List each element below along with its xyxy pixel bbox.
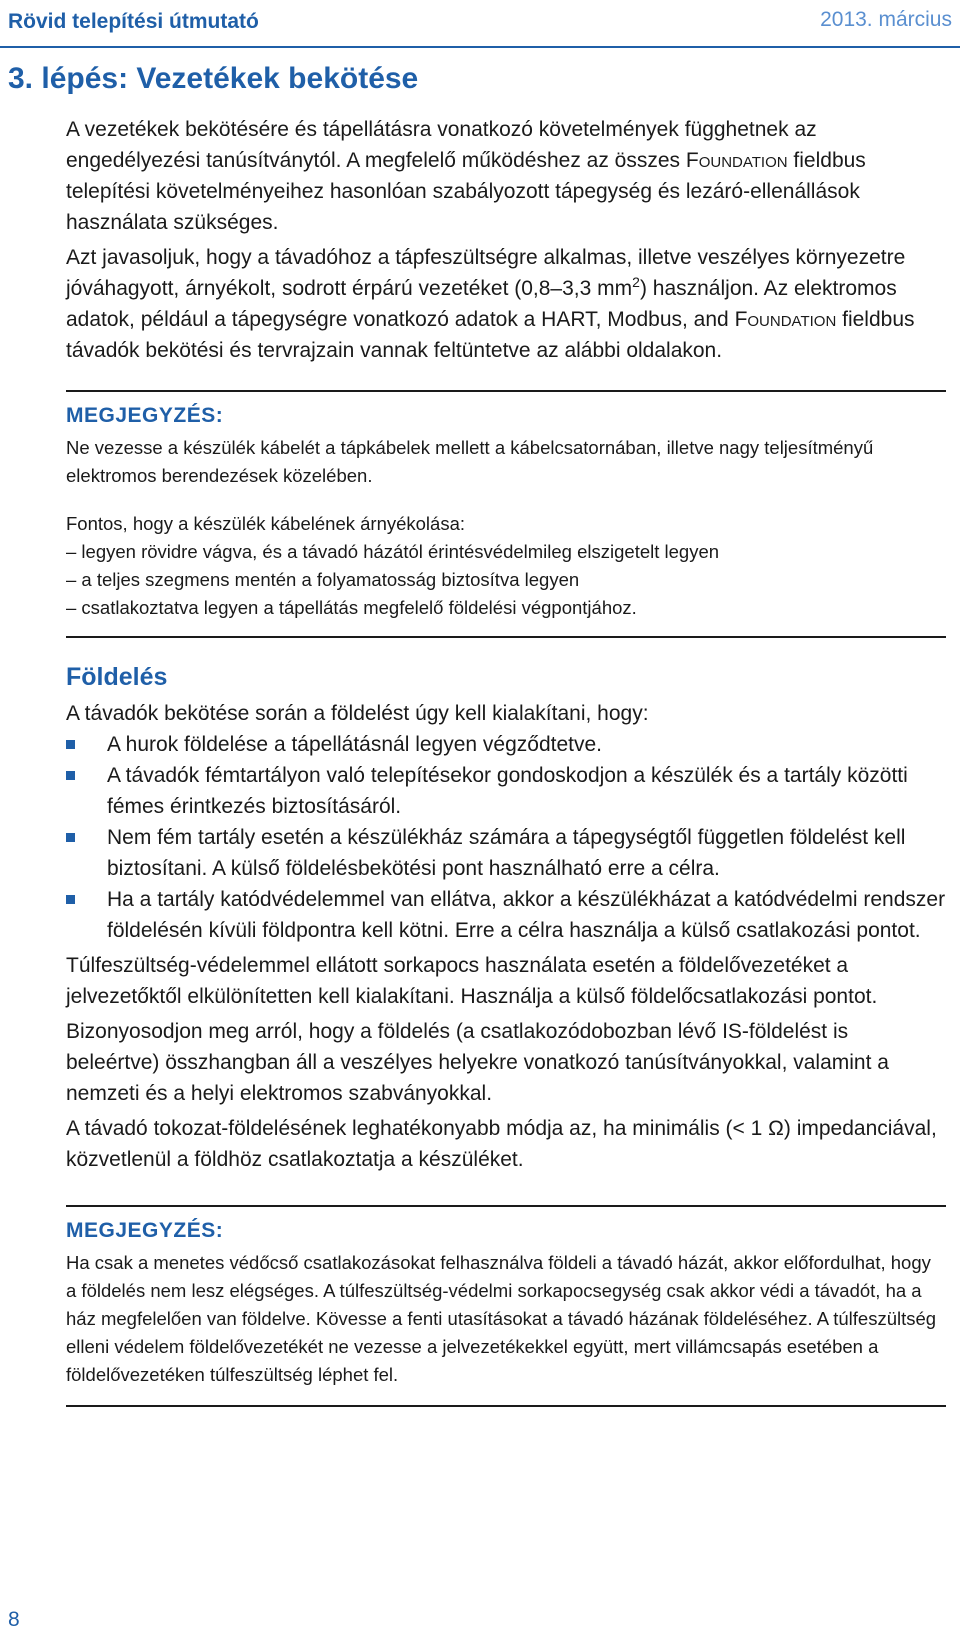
square-bullet-icon [66,771,75,780]
note-title: MEGJEGYZÉS: [66,404,224,427]
list-item: A távadók fémtartályon való telepítésekor gondoskodjon a készülék és a tartály közötti fémes érintkezés biztosításáról. [66,760,946,822]
section-title-grounding: Földelés [66,663,168,691]
grounding-paragraph: Bizonyosodjon meg arról, hogy a földelés (a csatlakozódobozban lévő IS-földelést is beleértve) összhangban áll a veszélyes helyekre vonatkozó tanúsítványokkal, valamint a nemzeti és a helyi elektromos szabványokkal. [66,1020,889,1105]
step-title: 3. lépés: Vezetékek bekötése [8,62,419,95]
divider [66,1205,946,1207]
square-bullet-icon [66,833,75,842]
square-bullet-icon [66,740,75,749]
main-content [66,114,946,1407]
note-text: Ha csak a menetes védőcső csatlakozásokat felhasználva földeli a távadó házát, akkor előfordulhat, hogy a földelés nem lesz elégséges. A túlfeszültség-védelmi sorkapocsegység csak akkor védi a távadót, ha a ház megfelelően van földelve. Kövesse a fenti utasításokat a távadó házának földeléséhez. A túlfeszültség elleni védelem földelővezetékét ne vezesse a jelvezetékekkel együtt, mert villámcsapás esetében a földelővezetéken túlfeszültség léphet fel. [66,1252,937,1385]
note-shield-item: – legyen rövidre vágva, és a távadó házától érintésvédelmileg elszigetelt legyen [66,541,720,562]
divider [66,1405,946,1407]
note-shield-item: – csatlakoztatva legyen a tápellátás megfelelő földelési végpontjához. [66,597,637,618]
note-title: MEGJEGYZÉS: [66,1219,224,1242]
note-shield-intro: Fontos, hogy a készülék kábelének árnyékolása: [66,513,466,534]
page-header [0,0,960,48]
intro-paragraph-2: Azt javasoljuk, hogy a távadóhoz a tápfeszültségre alkalmas, illetve veszélyes környezetre jóváhagyott, árnyékolt, sodrott érpárú vezetéket (0,8–3,3 $mm^2$) használjon. Az elektromos adatok, például a tápegységre vonatkozó adatok a HART, Modbus, and Foundation fieldbus távadók bekötési és tervrajzain vannak feltüntetve az alábbi oldalakon. [66,246,915,362]
grounding-intro: A távadók bekötése során a földelést úgy kell kialakítani, hogy: [66,702,649,725]
list-item: A hurok földelése a tápellátásnál legyen végződtetve. [66,729,946,760]
list-item: Nem fém tartály esetén a készülékház számára a tápegységtől független földelést kell biztosítani. A külső földelésbekötési pont használható erre a célra. [66,822,946,884]
note-box-2 [66,1217,946,1389]
grounding-paragraph: Túlfeszültség-védelemmel ellátott sorkapocs használata esetén a földelővezetéket a jelvezetőktől elkülönítetten kell kialakítani. Használja a külső földelőcsatlakozási pontot. [66,954,878,1008]
grounding-paragraph: A távadó tokozat-földelésének leghatékonyabb módja az, ha minimális (< 1 Ω) impedanciával, közvetlenül a földhöz csatlakoztatja a készüléket. [66,1117,937,1171]
divider [66,390,946,392]
grounding-bullet-list [66,729,946,946]
foundation-trademark: Foundation [685,149,788,172]
square-bullet-icon [66,895,75,904]
divider [66,636,946,638]
header-title: Rövid telepítési útmutató [8,10,259,33]
note-shield-item: – a teljes szegmens mentén a folyamatosság biztosítva legyen [66,569,580,590]
list-item: Ha a tartály katódvédelemmel van ellátva, akkor a készülékházat a katódvédelmi rendszer földelésén kívüli földpontra kell kötni. Erre a célra használja a külső csatlakozási pontot. [66,884,946,946]
intro-paragraph-1: A vezetékek bekötésére és tápellátásra vonatkozó követelmények függhetnek az engedélyezési tanúsítványtól. A megfelelő működéshez az összes Foundation fieldbus telepítési követelményeihez hasonlóan szabályozott tápegység és lezáró-ellenállások használata szükséges. [66,118,866,234]
note-box-1 [66,402,946,622]
page-number: 8 [8,1608,20,1631]
note-text: Ne vezesse a készülék kábelét a tápkábelek mellett a kábelcsatornában, illetve nagy teljesítményű elektromos berendezések közelében. [66,437,874,486]
header-date: 2013. március [820,8,952,31]
